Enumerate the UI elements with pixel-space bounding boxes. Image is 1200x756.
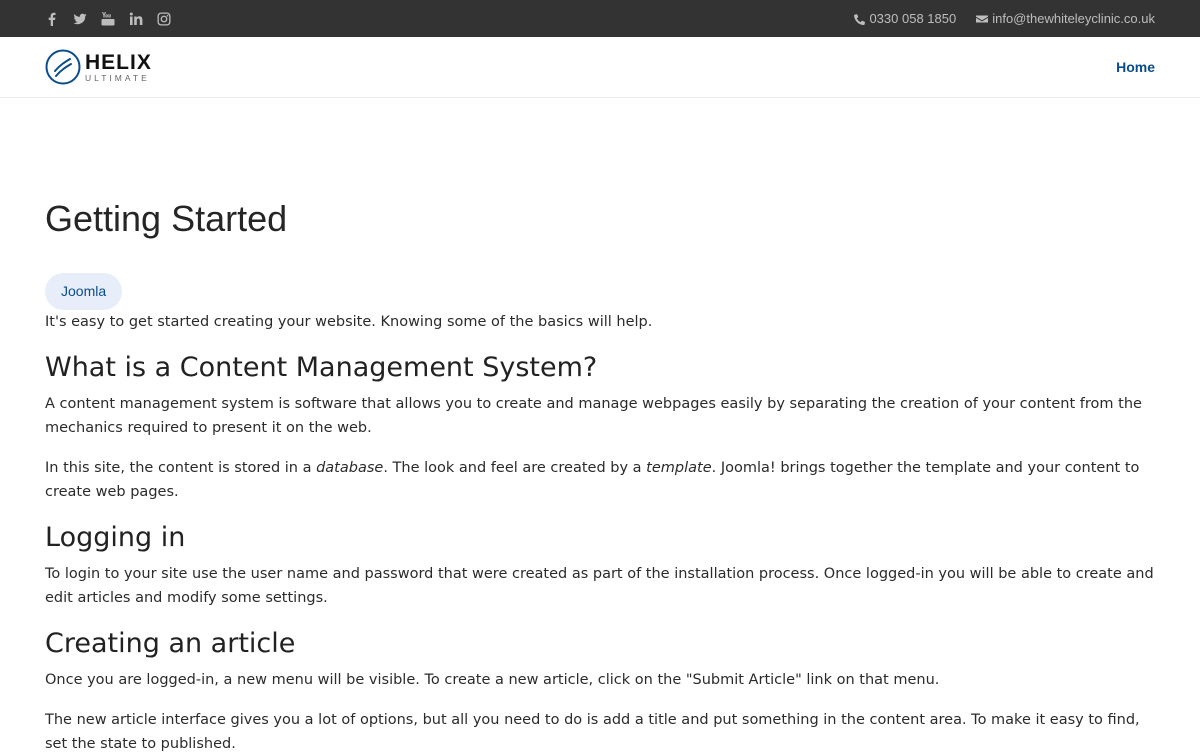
instagram-icon[interactable] — [157, 12, 171, 26]
site-logo[interactable] — [45, 49, 152, 85]
youtube-icon[interactable] — [101, 12, 115, 26]
helix-logo-icon — [45, 49, 81, 85]
heading-cms: What is a Content Management System? — [45, 352, 598, 383]
envelope-icon — [976, 13, 988, 25]
paragraph-create-1: Once you are logged-in, a new menu will be visible. To create a new article, click on the "Submit Article" link on that menu. — [45, 672, 940, 688]
paragraph-cms-2: In this site, the content is stored in a database. The look and feel are created by a template. Joomla! brings together the template and your content to create web pages. — [45, 460, 1140, 500]
logo-tagline: ULTIMATE — [85, 72, 150, 83]
facebook-icon[interactable] — [45, 12, 59, 26]
email-address: info@thewhiteleyclinic.co.uk — [992, 11, 1155, 26]
heading-logging-in: Logging in — [45, 522, 186, 553]
logo-wordmark: HELIX — [85, 50, 152, 74]
social-links — [45, 12, 171, 26]
phone-icon — [853, 13, 865, 25]
twitter-icon[interactable] — [73, 12, 87, 26]
linkedin-icon[interactable] — [129, 12, 143, 26]
page-title: Getting Started — [45, 198, 288, 239]
nav-item-home[interactable]: Home — [1116, 59, 1155, 75]
intro-paragraph: It's easy to get started creating your website. Knowing some of the basics will help. — [45, 314, 653, 330]
site-header — [0, 37, 1200, 98]
phone-link[interactable] — [853, 11, 956, 26]
paragraph-login: To login to your site use the user name and password that were created as part of the installation process. Once logged-in you will be able to create and edit articles and modify some settings. — [45, 566, 1154, 606]
contact-info — [853, 11, 1155, 26]
paragraph-create-2: The new article interface gives you a lot of options, but all you need to do is add a title and put something in the content area. To make it easy to find, set the state to published. — [45, 712, 1140, 752]
article-content — [0, 198, 1200, 756]
email-link[interactable] — [976, 11, 1155, 26]
top-bar — [0, 0, 1200, 37]
paragraph-cms-1: A content management system is software that allows you to create and manage webpages easily by separating the creation of your content from the mechanics required to present it on the web. — [45, 396, 1142, 436]
tag-joomla[interactable]: Joomla — [45, 273, 122, 310]
phone-number: 0330 058 1850 — [869, 11, 957, 26]
heading-creating-article: Creating an article — [45, 628, 296, 659]
